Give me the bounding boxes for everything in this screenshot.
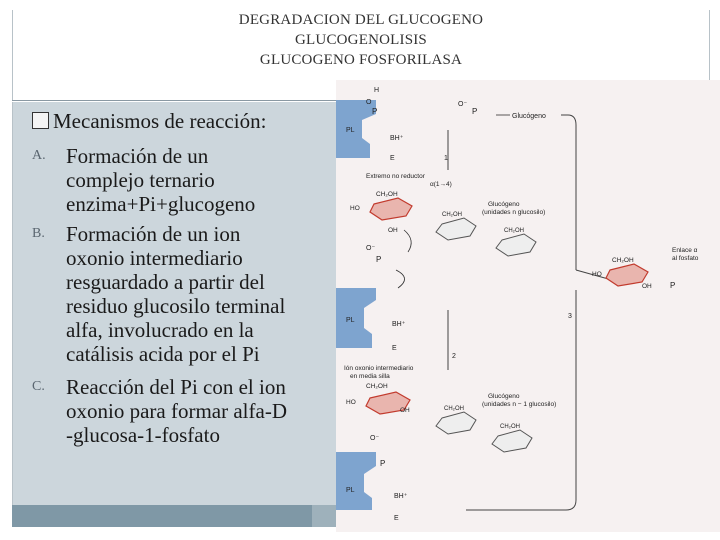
step-1-label: 1: [444, 155, 448, 162]
item-line: -glucosa-1-fosfato: [66, 423, 220, 447]
step-3-label: 3: [568, 313, 572, 320]
oh-label: OH: [642, 283, 652, 290]
item-line: enzima+Pi+glucogeno: [66, 192, 256, 216]
glucogeno-top-label: Glucógeno: [512, 113, 546, 120]
mechanism-figure: [336, 80, 720, 532]
e-label-3: E: [394, 515, 399, 522]
p-label-top: P: [372, 107, 378, 116]
ion-oxonio-label-1: Ión oxonio intermediario: [344, 365, 414, 372]
sugar-ring-1: [350, 191, 412, 234]
ch2oh-label: CH₂OH: [376, 191, 398, 198]
ch2oh-label: CH₂OH: [612, 257, 634, 264]
ho-label: HO: [350, 205, 360, 212]
o-minus-bottom: O⁻: [370, 435, 380, 442]
p-label-right: P: [472, 107, 478, 116]
oh-label: OH: [400, 407, 410, 414]
ch2oh-label: CH₂OH: [442, 212, 462, 218]
cycle-arrow-right: [561, 115, 576, 270]
curly-arrow: [396, 270, 405, 288]
item-line: complejo ternario: [66, 168, 215, 192]
ch2oh-label: CH₂OH: [500, 424, 520, 430]
sugar-ring-oxonio: [346, 383, 410, 414]
ch2oh-label: CH₂OH: [504, 228, 524, 234]
item-line: alfa, involucrado en la: [66, 318, 254, 342]
p-label-bottom: P: [380, 459, 386, 468]
item-line: Formación de un ion: [66, 222, 241, 246]
ch2oh-label: CH₂OH: [444, 406, 464, 412]
title-line-1: DEGRADACION DEL GLUCOGENO: [238, 12, 484, 28]
p-label-product: P: [670, 281, 676, 290]
o-minus-label: O⁻: [458, 101, 468, 108]
sugar-ring-2: [436, 212, 476, 240]
item-label: C.: [32, 379, 45, 394]
item-line: residuo glucosilo terminal: [66, 294, 286, 318]
title-line-3: GLUCOGENO FOSFORILASA: [259, 52, 463, 68]
curly-arrow: [404, 230, 411, 252]
enzyme-shape-mid: [336, 288, 376, 348]
title-line-2: GLUCOGENOLISIS: [295, 32, 427, 48]
item-line: catálisis acida por el Pi: [66, 342, 260, 366]
unidades-n1-label: (unidades n − 1 glucosilo): [482, 401, 557, 408]
heading: [32, 108, 266, 134]
bullet-box-icon: [32, 112, 49, 129]
h-label: H: [374, 87, 380, 94]
e-label-1: E: [390, 155, 395, 162]
pl-label-1: PL: [346, 127, 355, 134]
enzyme-shape-top: [336, 100, 376, 158]
ch2oh-label: CH₂OH: [366, 383, 388, 390]
o-minus-mid: O⁻: [366, 245, 376, 252]
item-line: Reacción del Pi con el ion: [66, 375, 286, 399]
item-line: resguardado a partir del: [66, 270, 265, 294]
item-label: A.: [32, 148, 46, 163]
item-label: B.: [32, 226, 45, 241]
alpha-link-label: α(1→4): [430, 181, 452, 188]
pl-label-3: PL: [346, 487, 355, 494]
sugar-ring-3: [496, 228, 536, 256]
glucogeno-n1-label: Glucógeno: [488, 393, 520, 400]
oh-label: OH: [388, 227, 398, 234]
footer-segment: [12, 505, 312, 527]
sugar-ring-4: [436, 406, 476, 434]
ho-label: HO: [592, 271, 602, 278]
enzyme-shape-bottom: [336, 452, 376, 510]
ion-oxonio-label-2: en media silla: [350, 373, 390, 380]
glucose-1-phosphate: [592, 257, 675, 290]
ho-label: HO: [346, 399, 356, 406]
o-label: O: [366, 99, 372, 106]
enlace-label-2: al fosfato: [672, 255, 699, 262]
bh-label-2: BH⁺: [392, 321, 406, 328]
pl-label-2: PL: [346, 317, 355, 324]
sugar-ring-5: [492, 424, 532, 452]
extremo-label: Extremo no reductor: [366, 173, 425, 180]
mechanism-diagram: [336, 80, 720, 532]
item-line: oxonio para formar alfa-D: [66, 399, 287, 423]
e-label-2: E: [392, 345, 397, 352]
bh-label-3: BH⁺: [394, 493, 408, 500]
glucogeno-n-label: Glucógeno: [488, 201, 520, 208]
step-2-label: 2: [452, 353, 456, 360]
p-label-mid: P: [376, 255, 382, 264]
bh-label-1: BH⁺: [390, 135, 404, 142]
cycle-arrow-bottom: [466, 290, 576, 510]
enlace-label-1: Enlace α: [672, 247, 698, 254]
item-line: oxonio intermediario: [66, 246, 243, 270]
unidades-n-label: (unidades n glucosilo): [482, 209, 546, 216]
heading-text: Mecanismos de reacción:: [53, 109, 267, 133]
item-line: Formación de un: [66, 144, 209, 168]
